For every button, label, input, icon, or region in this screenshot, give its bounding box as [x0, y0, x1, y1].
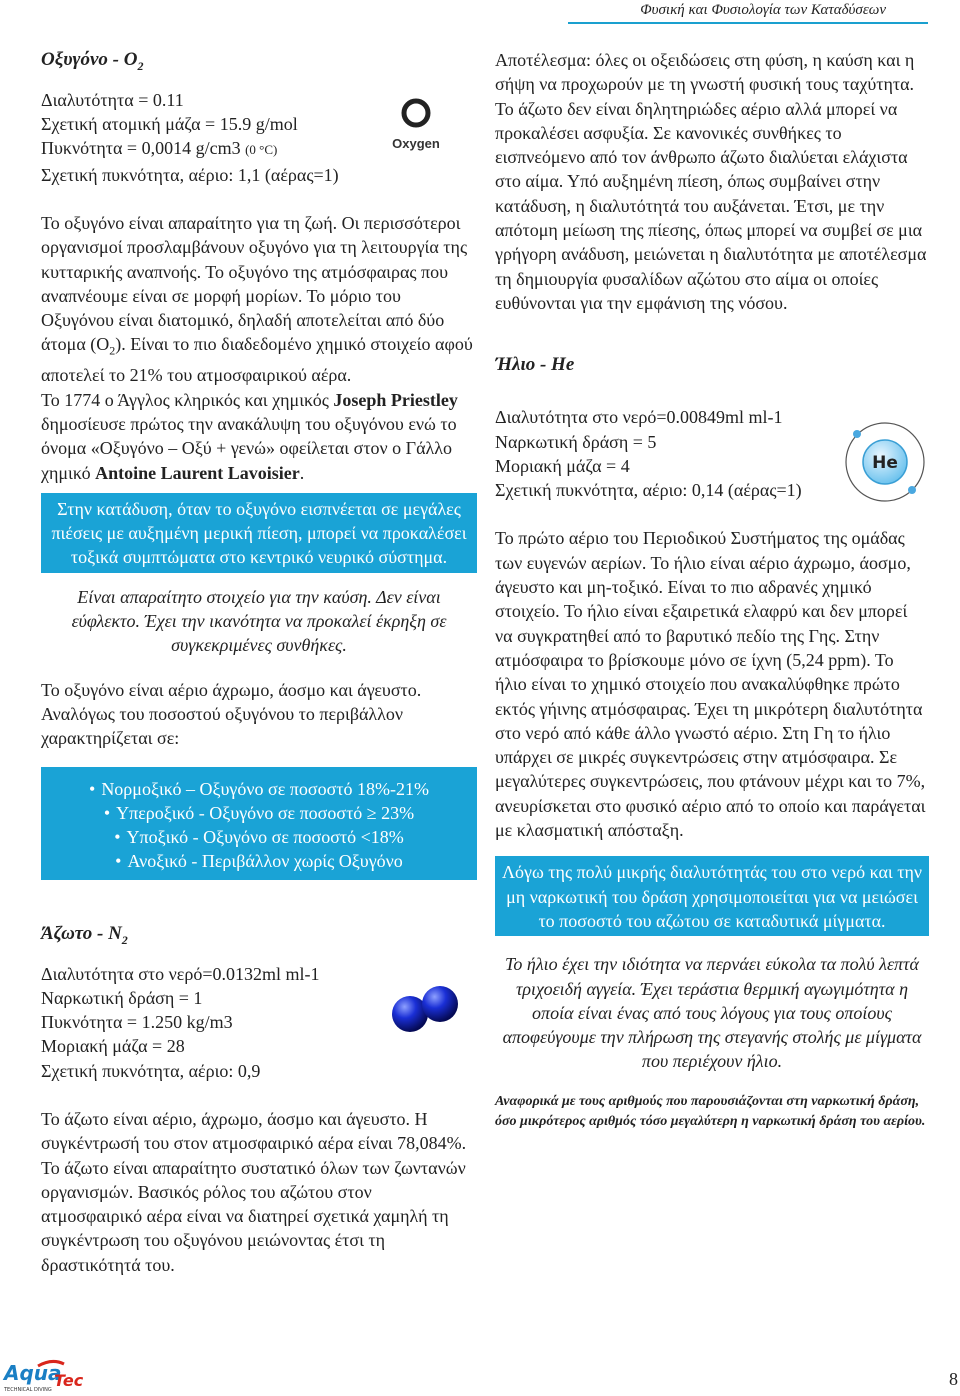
oxygen-logo-text: Oxygen — [392, 136, 440, 151]
helium-properties — [495, 405, 929, 502]
aquatec-logo-icon — [2, 1358, 92, 1394]
oxygen-prop: Διαλυτότητα = 0.11 — [41, 89, 184, 110]
helium-footnote: Αναφορικά με τους αριθμούς που παρουσιάζονται στη ναρκωτική δράση, όσο μικρότερος αριθμός τόσο μεγαλύτερη η ναρκωτική δράση του αερίου. — [495, 1093, 926, 1130]
nitrogen-paragraph-1: Το άζωτο είναι αέριο, άχρωμο, άοσμο και άγευστο. Η συγκέντρωσή του στον ατμοσφαιρικό αέρα είναι 78,084%. Το άζωτο είναι απαραίτητο συστατικό όλων των ζωντανών οργανισμών. Βασικός ρόλος του αζώτου στον ατμοσφαιρικό αέρα είναι να διατηρεί σχετικά χαμηλή τη συγκέντρωση του οξυγόνου μειώνοντας έτσι τη δραστικότητά του. — [41, 1108, 467, 1275]
oxygen-prop: Πυκνότητα = 0,0014 g/cm3 (0 °C) — [41, 138, 278, 159]
list-item: • Υπεροξικό - Οξυγόνο σε ποσοστό ≥ 23% — [47, 801, 471, 825]
helium-prop: Ναρκωτική δράση = 5 — [495, 431, 657, 452]
nitrogen-prop: Πυκνότητα = 1.250 kg/m3 — [41, 1012, 233, 1033]
oxygen-environment-list — [41, 767, 477, 880]
page-header — [568, 0, 928, 24]
oxygen-prop: Σχετική ατομική μάζα = 15.9 g/mol — [41, 114, 298, 135]
oxygen-paragraph-3: Το οξυγόνο είναι αέριο άχρωμο, άοσμο και άγευστο. Αναλόγως του ποσοστού οξυγόνου το περιβάλλον χαρακτηρίζεται σε: — [41, 679, 422, 749]
list-item: • Ανοξικό - Περιβάλλον χωρίς Οξυγόνο — [47, 849, 471, 873]
oxygen-prop: Σχετική πυκνότητα, αέριο: 1,1 (αέρας=1) — [41, 164, 339, 185]
left-column — [41, 44, 477, 1277]
helium-diving-box: Λόγω της πολύ μικρής διαλυτότητάς του στο νερό και την μη ναρκωτική του δράση χρησιμοποιείται για να μειώσει το ποσοστό του αζώτου σε καταδυτικά μίγματα. — [495, 856, 929, 936]
nitrogen-title: Άζωτο - $N_2$ — [41, 922, 128, 947]
nitrogen-prop: Μοριακή μάζα = 28 — [41, 1036, 185, 1057]
list-item: • Νορμοξικό – Οξυγόνο σε ποσοστό 18%-21% — [47, 777, 471, 801]
oxygen-paragraph-2: Το 1774 ο Άγγλος κληρικός και χημικός Joseph Priestley δημοσίευσε πρώτος την ανακάλυψη του οξυγόνου ενώ το όνομα «Οξυγόνο – Οξύ + γενώ» οφείλεται στον ο Γάλλο χημικό Antoine Laurent Lavoisier. — [41, 389, 458, 483]
oxygen-italic-note: Είναι απαραίτητο στοιχείο για την καύση. Δεν είναι εύφλεκτο. Έχει την ικανότητα να προκαλεί έκρηξη σε συγκεκριμένες συνθήκες. — [71, 586, 447, 656]
nitrogen-properties — [41, 962, 477, 1083]
nitrogen-paragraph-2: Αποτέλεσμα: όλες οι οξειδώσεις στη φύση, η καύση και η σήψη να προχωρούν με τη γνωστή φυσική τους ταχύτητα. Το άζωτο δεν είναι δηλητηριώδες αέριο αλλά μπορεί να προκαλέσει ασφυξία. Σε κανονικές συνθήκες το εισπνεόμενο από τον άνθρωπο άζωτο διαλύεται ελάχιστα στο αίμα. Υπό αυξημένη πίεση, όπως συμβαίνει στην κατάδυση, η διαλυτότητά του αυξάνεται. Έτσι, με την απότομη μείωση της πίεσης, όπως μπορεί να συμβεί σε μια γρήγορη ανάδυση, μειώνεται η διαλυτότητα με αποτέλεσμα τη δημιουργία φυσαλίδων αζώτου στο αίμα οι οποίες ευθύνονται για την εμφάνιση της νόσου. — [495, 50, 927, 313]
right-column — [495, 44, 929, 1133]
oxygen-properties — [41, 88, 477, 187]
list-item: • Υποξικό - Οξυγόνο σε ποσοστό <18% — [47, 825, 471, 849]
helium-prop: Σχετική πυκνότητα, αέριο: 0,14 (αέρας=1) — [495, 480, 802, 501]
nitrogen-prop: Ναρκωτική δράση = 1 — [41, 987, 203, 1008]
oxygen-title: Οξυγόνο - $O_2$ — [41, 49, 144, 73]
helium-prop: Διαλυτότητα στο νερό=0.00849ml ml-1 — [495, 407, 783, 428]
svg-text:Tec: Tec — [54, 1371, 84, 1390]
svg-text:Aqua: Aqua — [4, 1361, 62, 1385]
helium-paragraph-1: Το πρώτο αέριο του Περιοδικού Συστήματος της ομάδας των ευγενών αερίων. Το ήλιο είναι αέριο άχρωμο, άοσμο, άγευστο και μη-τοξικό. Είναι το πιο αδρανές χημικό στοιχείο. Το ήλιο είναι εξαιρετικά ελαφρύ και δεν μπορεί να συγκρατηθεί από το βαρυτικό πεδίο της Γης. Στην ατμόσφαιρα το βρίσκουμε μόνο σε ίχνη (5,24 ppm). Το ήλιο είναι το χημικό στοιχείο που ανακαλύφθηκε πρώτο εκτός γήινης ατμόσφαιρας. Έχει τη μικρότερη διαλυτότητα στο νερό από κάθε άλλο γνωστό αέριο. Στη Γη το ήλιο υπάρχει σε μικρές συγκεντρώσεις στην ατμόσφαιρα. Σε μεγαλύτερες συγκεντρώσεις, που φτάνουν μέχρι και το 7%, ανευρίσκεται στο φυσικό αέριο από το οποίο και παράγεται με κλασματική απόσταξη. — [495, 528, 926, 841]
oxygen-diving-box: Στην κατάδυση, όταν το οξυγόνο εισπνέεται σε μεγάλες πιέσεις με αυξημένη μερική πίεση, μπορεί να προκαλέσει τοξικά συμπτώματα στο κεντρικό νευρικό σύστημα. — [41, 493, 477, 573]
header-title: Φυσική και Φυσιολογία των Καταδύσεων — [640, 2, 886, 18]
oxygen-paragraph-1: Το οξυγόνο είναι απαραίτητο για τη ζωή. Οι περισσότεροι οργανισμοί προσλαμβάνουν οξυγόνο για τη λειτουργία της κυτταρικής αναπνοής. Το οξυγόνο της ατμόσφαιρας που αναπνέουμε είναι σε μορφή μορίων. Το μόριο του Οξυγόνου είναι διατομικό, δηλαδή αποτελείται από δύο άτομα $(O_2)$. Είναι το πιο διαδεδομένο χημικό στοιχείο αφού αποτελεί το 21% του ατμοσφαιρικού αέρα. — [41, 212, 473, 386]
svg-text:TECHNICAL DIVING: TECHNICAL DIVING — [4, 1387, 52, 1393]
helium-symbol: He — [872, 453, 898, 473]
helium-title: Ήλιο - He — [495, 354, 575, 376]
helium-prop: Μοριακή μάζα = 4 — [495, 455, 630, 476]
helium-italic-note: Το ήλιο έχει την ιδιότητα να περνάει εύκολα τα πολύ λεπτά τριχοειδή αγγεία. Έχει τεράστια θερμική αγωγιμότητα η οποία είναι ένας από τους λόγους για τους οποίους αποφεύγουμε την πλήρωση της στεγανής στολής με μίγματα που περιέχουν ήλιο. — [502, 954, 922, 1072]
page-number: 8 — [949, 1369, 958, 1389]
nitrogen-prop: Διαλυτότητα στο νερό=0.0132ml ml-1 — [41, 963, 320, 984]
nitrogen-prop: Σχετική πυκνότητα, αέριο: 0,9 — [41, 1060, 261, 1081]
